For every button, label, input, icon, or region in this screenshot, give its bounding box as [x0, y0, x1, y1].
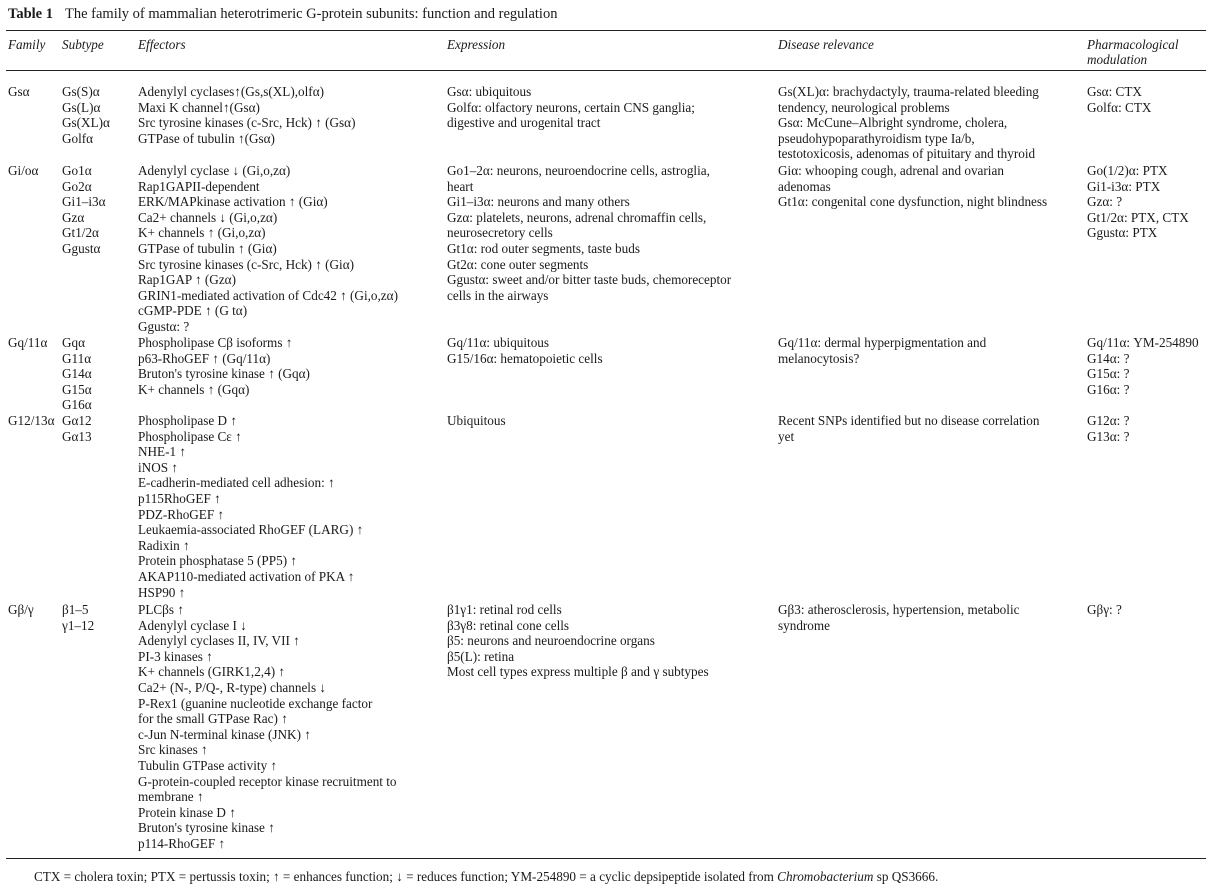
cell-effectors — [138, 335, 310, 397]
cell-line: Phospholipase D ↑ — [138, 413, 237, 428]
cell-line: G16α — [62, 397, 92, 413]
cell-line: Go(1/2)α: PTX — [1087, 163, 1168, 178]
cell-line: Tubulin GTPase activity ↑ — [138, 757, 278, 773]
cell-line: β5: neurons and neuroendocrine organs — [447, 633, 655, 649]
cell-line: Adenylyl cyclases↑(Gs,s(XL),olfα) — [138, 84, 324, 99]
cell-line: β3γ8: retinal cone cells — [447, 617, 570, 633]
cell-family — [8, 335, 47, 351]
cell-line: PDZ-RhoGEF ↑ — [138, 506, 225, 522]
cell-line: Gsα: CTX — [1087, 84, 1142, 99]
cell-line: G13α: ? — [1087, 428, 1130, 444]
cell-line: Phospholipase Cβ isoforms ↑ — [138, 335, 293, 350]
cell-line: Ggustα: PTX — [1087, 225, 1158, 241]
cell-effectors — [138, 84, 355, 146]
table-caption: The family of mammalian heterotrimeric G-protein subunits: function and regulation — [65, 6, 558, 22]
cell-line: Gt1/2α: PTX, CTX — [1087, 209, 1189, 225]
cell-family — [8, 84, 30, 100]
cell-line: for the small GTPase Rac) ↑ — [138, 711, 288, 727]
cell-line: Gq/11α — [8, 335, 48, 350]
cell-line: Ca2+ channels ↓ (Gi,o,zα) — [138, 209, 278, 225]
cell-line: Gs(XL)α — [62, 115, 110, 131]
cell-line: Gβ3: atherosclerosis, hypertension, metabolic — [778, 602, 1020, 617]
cell-line: Gsα: McCune–Albright syndrome, cholera, — [778, 115, 1008, 131]
cell-line: Bruton's tyrosine kinase ↑ — [138, 820, 275, 836]
cell-line: K+ channels ↑ (Gqα) — [138, 381, 250, 397]
cell-line: pseudohypoparathyroidism type Ia/b, — [778, 130, 975, 146]
cell-line: Gt2α: cone outer segments — [447, 256, 589, 272]
cell-line: cells in the airways — [447, 287, 549, 303]
footnote-end: sp QS3666. — [873, 869, 939, 884]
cell-line: Go2α — [62, 178, 92, 194]
footnote — [34, 869, 938, 885]
cell-line: Adenylyl cyclases II, IV, VII ↑ — [138, 633, 300, 649]
cell-expression — [447, 602, 709, 680]
cell-line: Ubiquitous — [447, 413, 506, 428]
cell-line: adenomas — [778, 178, 831, 194]
cell-family — [8, 163, 38, 179]
header-family: Family — [8, 37, 46, 52]
cell-pharm — [1087, 602, 1122, 618]
cell-line: c-Jun N-terminal kinase (JNK) ↑ — [138, 726, 311, 742]
cell-line: membrane ↑ — [138, 789, 204, 805]
cell-line: p114-RhoGEF ↑ — [138, 835, 226, 851]
cell-disease — [778, 602, 1019, 633]
cell-line: Adenylyl cyclase ↓ (Gi,o,zα) — [138, 163, 291, 178]
header-pharm-line1: Pharmacological — [1087, 37, 1179, 52]
cell-line: Rap1GAP ↑ (Gzα) — [138, 272, 236, 288]
cell-subtypes — [62, 413, 92, 444]
cell-line: p63-RhoGEF ↑ (Gq/11α) — [138, 350, 271, 366]
cell-subtypes — [62, 163, 106, 257]
cell-subtypes — [62, 335, 92, 413]
cell-line: G14α: ? — [1087, 350, 1130, 366]
cell-line: NHE-1 ↑ — [138, 444, 186, 460]
cell-line: Gsα: ubiquitous — [447, 84, 532, 99]
cell-line: GTPase of tubulin ↑(Gsα) — [138, 130, 275, 146]
footnote-text: CTX = cholera toxin; PTX = pertussis toxin; ↑ = enhances function; ↓ = reduces function; YM-254890 = a cyclic depsipeptide isolated from — [34, 869, 778, 884]
header-pharmacological — [1087, 37, 1179, 67]
cell-line: iNOS ↑ — [138, 459, 178, 475]
cell-line: Gzα: platelets, neurons, adrenal chromaffin cells, — [447, 209, 707, 225]
header-pharm-line2: modulation — [1087, 52, 1148, 67]
table-title — [8, 6, 557, 23]
cell-line: AKAP110-mediated activation of PKA ↑ — [138, 568, 355, 584]
cell-line: Gi/oα — [8, 163, 39, 178]
cell-line: Giα: whooping cough, adrenal and ovarian — [778, 163, 1004, 178]
cell-line: GTPase of tubulin ↑ (Giα) — [138, 240, 277, 256]
cell-line: Gzα: ? — [1087, 194, 1123, 210]
cell-line: Protein kinase D ↑ — [138, 804, 236, 820]
header-disease: Disease relevance — [778, 37, 874, 52]
cell-effectors — [138, 413, 363, 600]
cell-expression — [447, 413, 506, 429]
cell-line: Src kinases ↑ — [138, 742, 208, 758]
cell-line: K+ channels ↑ (Gi,o,zα) — [138, 225, 266, 241]
cell-line: Ggustα — [62, 240, 101, 256]
cell-line: yet — [778, 428, 795, 444]
cell-line: Gs(XL)α: brachydactyly, trauma-related bleeding — [778, 84, 1039, 99]
cell-line: Go1α — [62, 163, 92, 178]
cell-line: Protein phosphatase 5 (PP5) ↑ — [138, 553, 297, 569]
cell-line: Most cell types express multiple β and γ subtypes — [447, 664, 709, 680]
cell-line: Gi1–i3α — [62, 194, 106, 210]
cell-line: K+ channels (GIRK1,2,4) ↑ — [138, 664, 285, 680]
cell-line: Golfα: CTX — [1087, 99, 1152, 115]
table-label: Table 1 — [8, 6, 53, 22]
cell-line: Gt1α: congenital cone dysfunction, night blindness — [778, 194, 1048, 210]
cell-line: G14α — [62, 366, 92, 382]
cell-line: Rap1GAPII-dependent — [138, 178, 260, 194]
cell-line: neurosecretory cells — [447, 225, 553, 241]
cell-line: Maxi K channel↑(Gsα) — [138, 99, 260, 115]
cell-line: PI-3 kinases ↑ — [138, 648, 213, 664]
cell-line: ERK/MAPkinase activation ↑ (Giα) — [138, 194, 328, 210]
cell-line: Go1–2α: neurons, neuroendocrine cells, astroglia, — [447, 163, 710, 178]
cell-line: G12/13α — [8, 413, 55, 428]
cell-line: Adenylyl cyclase I ↓ — [138, 617, 247, 633]
cell-line: Gt1α: rod outer segments, taste buds — [447, 240, 640, 256]
cell-line: Phospholipase Cε ↑ — [138, 428, 242, 444]
cell-line: p115RhoGEF ↑ — [138, 490, 221, 506]
cell-expression — [447, 335, 603, 366]
cell-line: Radixin ↑ — [138, 537, 190, 553]
cell-pharm — [1087, 84, 1151, 115]
cell-line: Golfα — [62, 130, 94, 146]
cell-line: Gi1–i3α: neurons and many others — [447, 194, 630, 210]
cell-expression — [447, 84, 695, 131]
cell-line: cGMP-PDE ↑ (G tα) — [138, 303, 248, 319]
cell-line: digestive and urogenital tract — [447, 115, 601, 131]
cell-disease — [778, 163, 1047, 210]
cell-line: Gq/11α: ubiquitous — [447, 335, 550, 350]
cell-line: G12α: ? — [1087, 413, 1130, 428]
cell-line: Gβ/γ — [8, 602, 34, 617]
header-rule — [6, 70, 1206, 71]
footnote-italic: Chromobacterium — [777, 869, 874, 884]
cell-line: Ggustα: sweet and/or bitter taste buds, chemoreceptor — [447, 272, 732, 288]
cell-line: heart — [447, 178, 474, 194]
cell-expression — [447, 163, 731, 303]
cell-line: G15α: ? — [1087, 366, 1130, 382]
cell-line: Ggustα: ? — [138, 318, 190, 334]
cell-line: Golfα: olfactory neurons, certain CNS ganglia; — [447, 99, 695, 115]
cell-line: Src tyrosine kinases (c-Src, Hck) ↑ (Giα) — [138, 256, 355, 272]
cell-line: Bruton's tyrosine kinase ↑ (Gqα) — [138, 366, 310, 382]
cell-line: Gs(L)α — [62, 99, 101, 115]
cell-line: β5(L): retina — [447, 648, 515, 664]
cell-line: Gs(S)α — [62, 84, 100, 99]
cell-line: syndrome — [778, 617, 831, 633]
header-effectors: Effectors — [138, 37, 186, 52]
cell-pharm — [1087, 163, 1189, 241]
top-rule — [6, 30, 1206, 31]
cell-line: melanocytosis? — [778, 350, 860, 366]
cell-disease — [778, 413, 1040, 444]
cell-line: Gt1/2α — [62, 225, 99, 241]
cell-subtypes — [62, 602, 94, 633]
cell-line: HSP90 ↑ — [138, 584, 186, 600]
cell-effectors — [138, 163, 398, 335]
cell-line: Gq/11α: YM-254890 — [1087, 335, 1199, 350]
cell-line: G15/16α: hematopoietic cells — [447, 350, 603, 366]
cell-disease — [778, 335, 986, 366]
cell-line: β1γ1: retinal rod cells — [447, 602, 562, 617]
cell-line: G11α — [62, 350, 92, 366]
header-subtype: Subtype — [62, 37, 104, 52]
cell-line: G16α: ? — [1087, 381, 1130, 397]
cell-line: γ1–12 — [62, 617, 95, 633]
cell-pharm — [1087, 413, 1129, 444]
cell-family — [8, 602, 34, 618]
header-expression: Expression — [447, 37, 506, 52]
cell-line: G15α — [62, 381, 92, 397]
cell-disease — [778, 84, 1039, 162]
cell-line: testotoxicosis, adenomas of pituitary and thyroid — [778, 146, 1036, 162]
cell-line: PLCβs ↑ — [138, 602, 184, 617]
cell-line: tendency, neurological problems — [778, 99, 950, 115]
cell-line: G-protein-coupled receptor kinase recruitment to — [138, 773, 397, 789]
cell-line: Leukaemia-associated RhoGEF (LARG) ↑ — [138, 522, 364, 538]
cell-line: Ca2+ (N-, P/Q-, R-type) channels ↓ — [138, 679, 326, 695]
bottom-rule — [6, 858, 1206, 859]
cell-effectors — [138, 602, 397, 852]
cell-line: Gα13 — [62, 428, 92, 444]
cell-pharm — [1087, 335, 1199, 397]
cell-line: GRIN1-mediated activation of Cdc42 ↑ (Gi,o,zα) — [138, 287, 398, 303]
cell-line: Gi1-i3α: PTX — [1087, 178, 1161, 194]
cell-line: Gq/11α: dermal hyperpigmentation and — [778, 335, 987, 350]
cell-line: β1–5 — [62, 602, 89, 617]
cell-family — [8, 413, 54, 429]
cell-line: Recent SNPs identified but no disease correlation — [778, 413, 1040, 428]
cell-line: Gsα — [8, 84, 30, 99]
cell-subtypes — [62, 84, 110, 146]
cell-line: Gqα — [62, 335, 86, 350]
cell-line: Src tyrosine kinases (c-Src, Hck) ↑ (Gsα) — [138, 115, 356, 131]
cell-line: Gzα — [62, 209, 85, 225]
cell-line: E-cadherin-mediated cell adhesion: ↑ — [138, 475, 335, 491]
cell-line: Gα12 — [62, 413, 92, 428]
cell-line: P-Rex1 (guanine nucleotide exchange factor — [138, 695, 373, 711]
cell-line: Gβγ: ? — [1087, 602, 1122, 617]
